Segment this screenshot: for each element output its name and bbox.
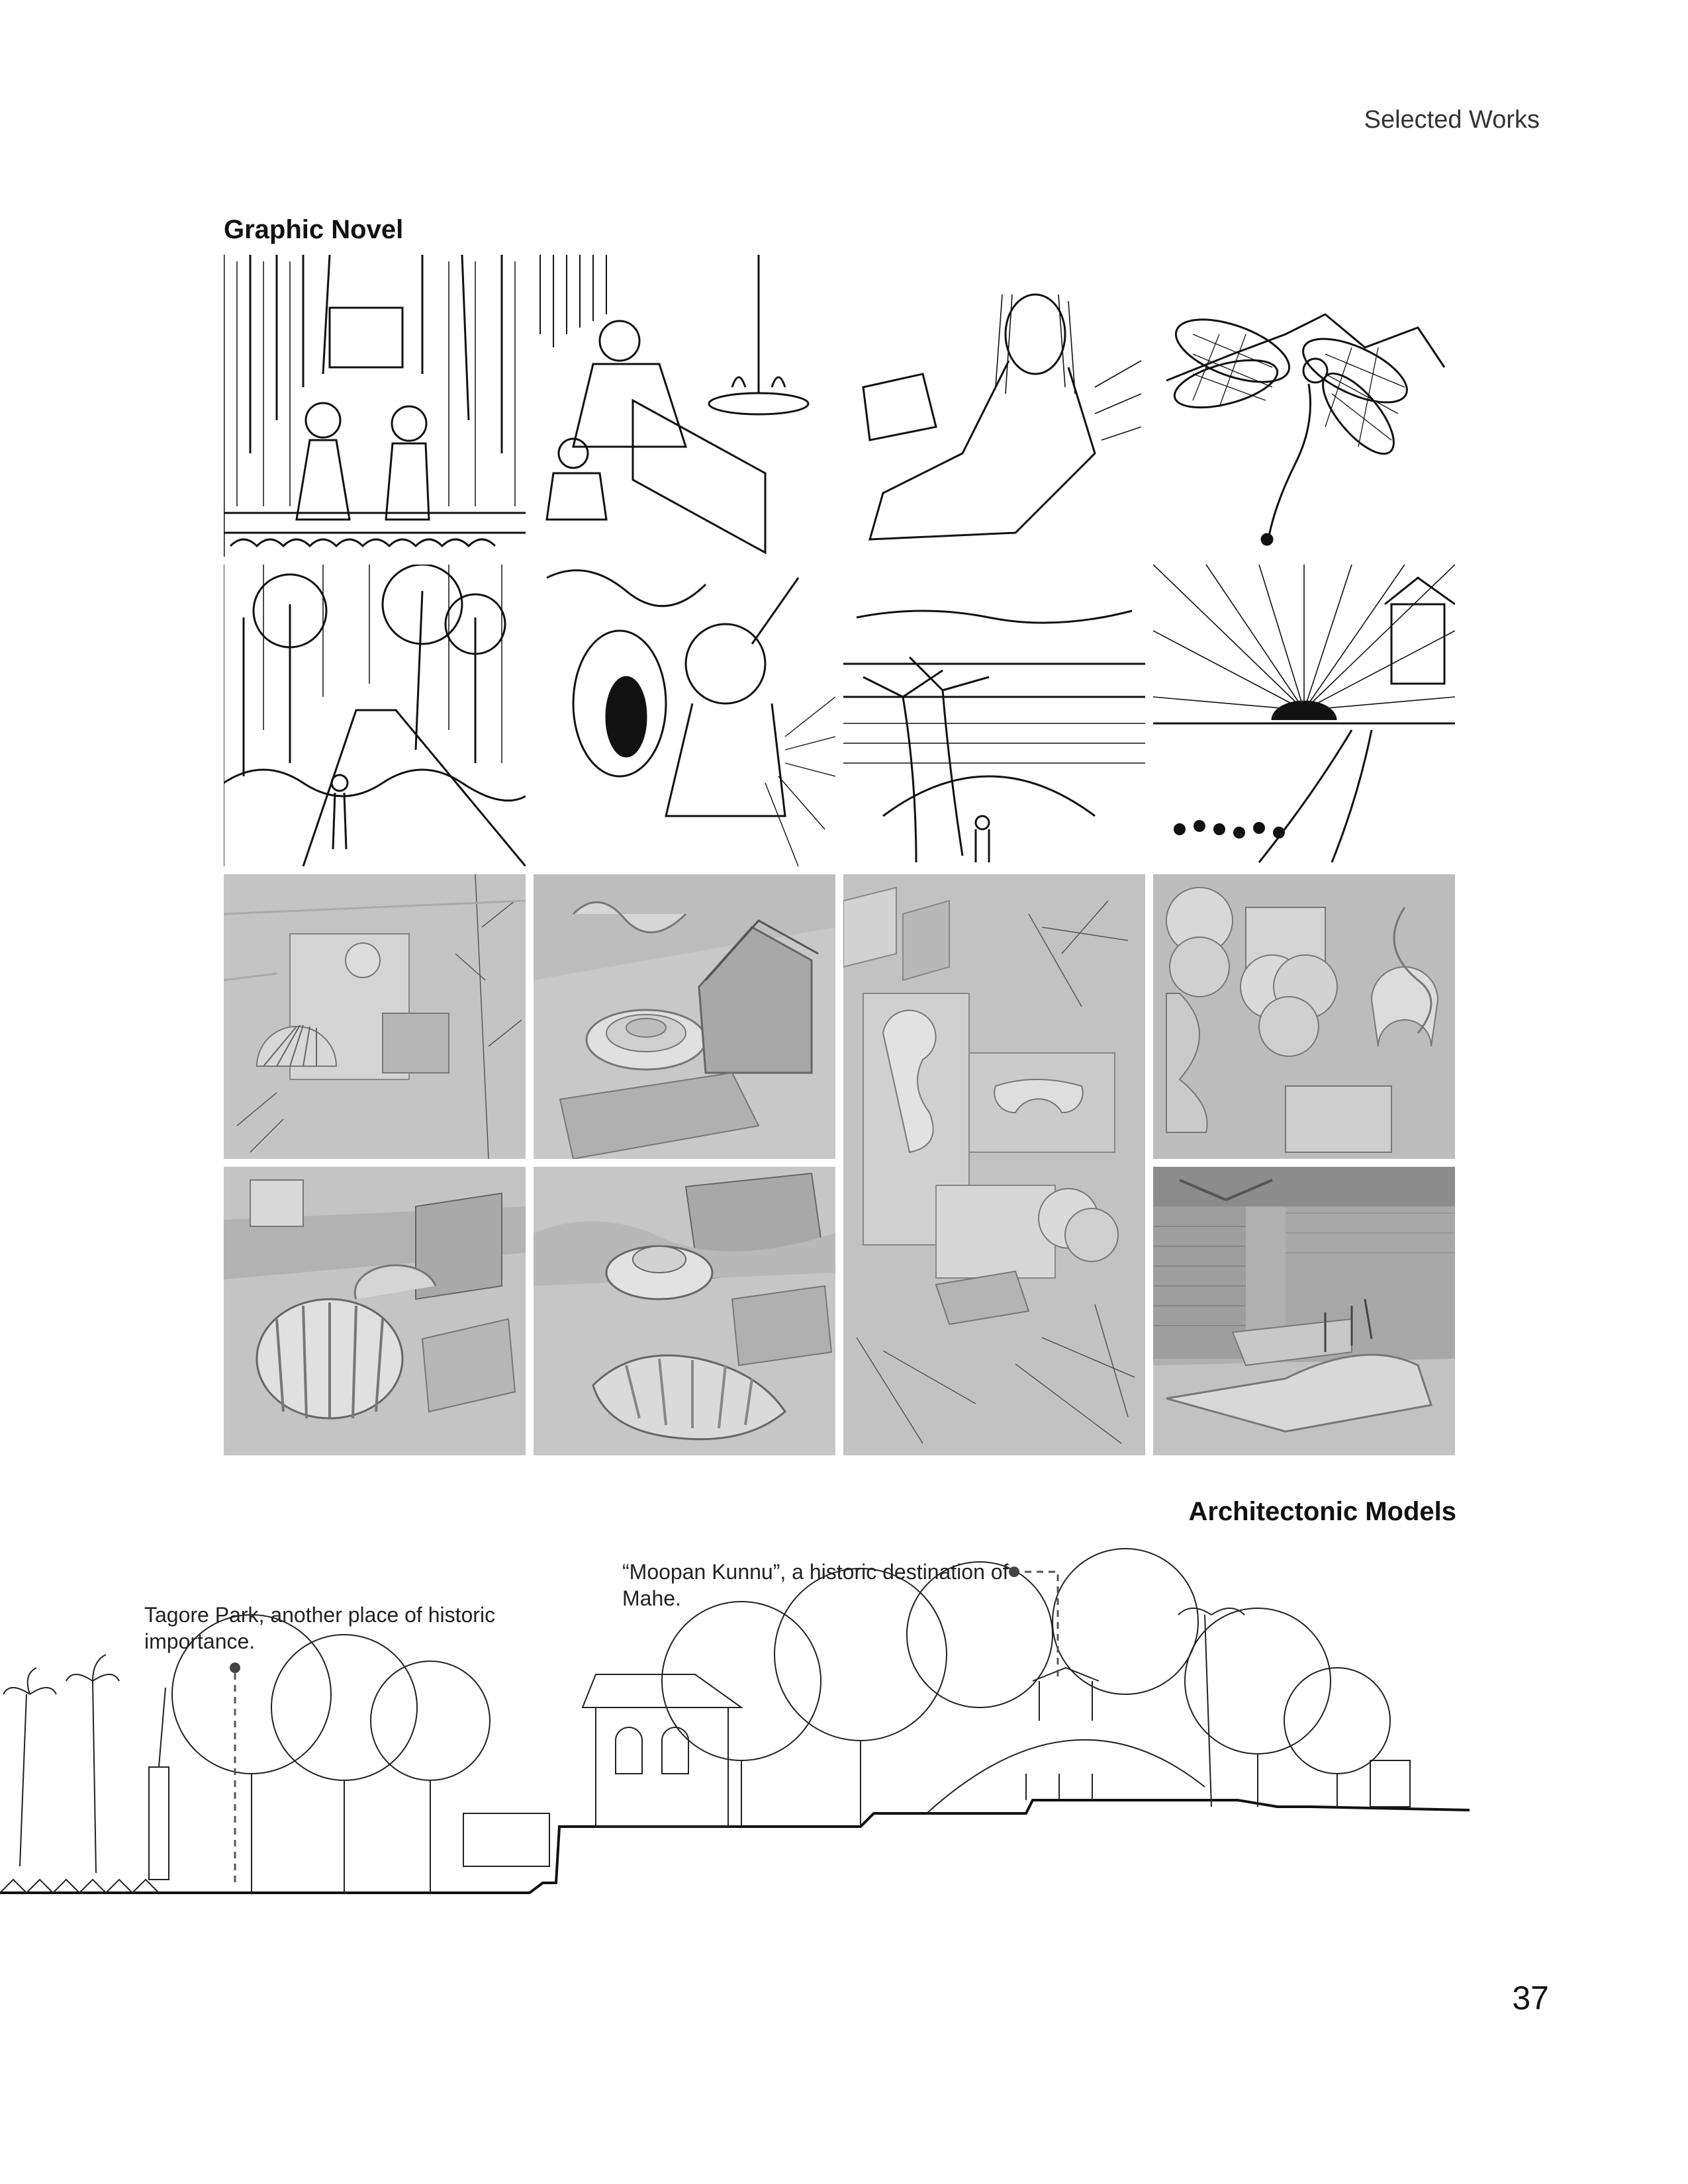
screaming-child-sketch bbox=[534, 565, 835, 866]
spiral-model-perspective bbox=[534, 874, 835, 1159]
seaside-palms-sketch bbox=[843, 565, 1145, 866]
sunrise-crowd-sketch bbox=[1153, 565, 1455, 866]
page-number: 37 bbox=[1512, 1979, 1549, 2017]
site-model-topview bbox=[224, 874, 526, 1159]
architectonic-models-title: Architectonic Models bbox=[1188, 1497, 1456, 1526]
graphic-novel-title: Graphic Novel bbox=[224, 215, 404, 244]
site-model-plan-tall bbox=[843, 874, 1145, 1455]
couple-walking-sketch bbox=[224, 255, 526, 557]
studio-model-photo bbox=[1153, 1167, 1455, 1455]
tagore-park-annotation: Tagore Park, another place of historic importance. bbox=[144, 1603, 496, 1653]
tagore-park-marker bbox=[230, 1662, 240, 1673]
forest-path-sketch bbox=[224, 565, 526, 866]
moopan-kunnu-marker bbox=[1009, 1567, 1019, 1577]
ribbed-dome-model bbox=[224, 1167, 526, 1455]
dragonfly-sketch bbox=[1153, 255, 1455, 557]
ribbon-spiral-model bbox=[534, 1167, 835, 1455]
image-gallery bbox=[224, 255, 1456, 1487]
curved-forms-model bbox=[1153, 874, 1455, 1159]
moopan-kunnu-annotation: “Moopan Kunnu”, a historic destination of Mahe. bbox=[622, 1560, 1009, 1610]
lamp-and-seated-figures-sketch bbox=[534, 255, 835, 557]
running-header: Selected Works bbox=[1364, 106, 1540, 134]
reclining-woman-sketch bbox=[843, 255, 1145, 557]
